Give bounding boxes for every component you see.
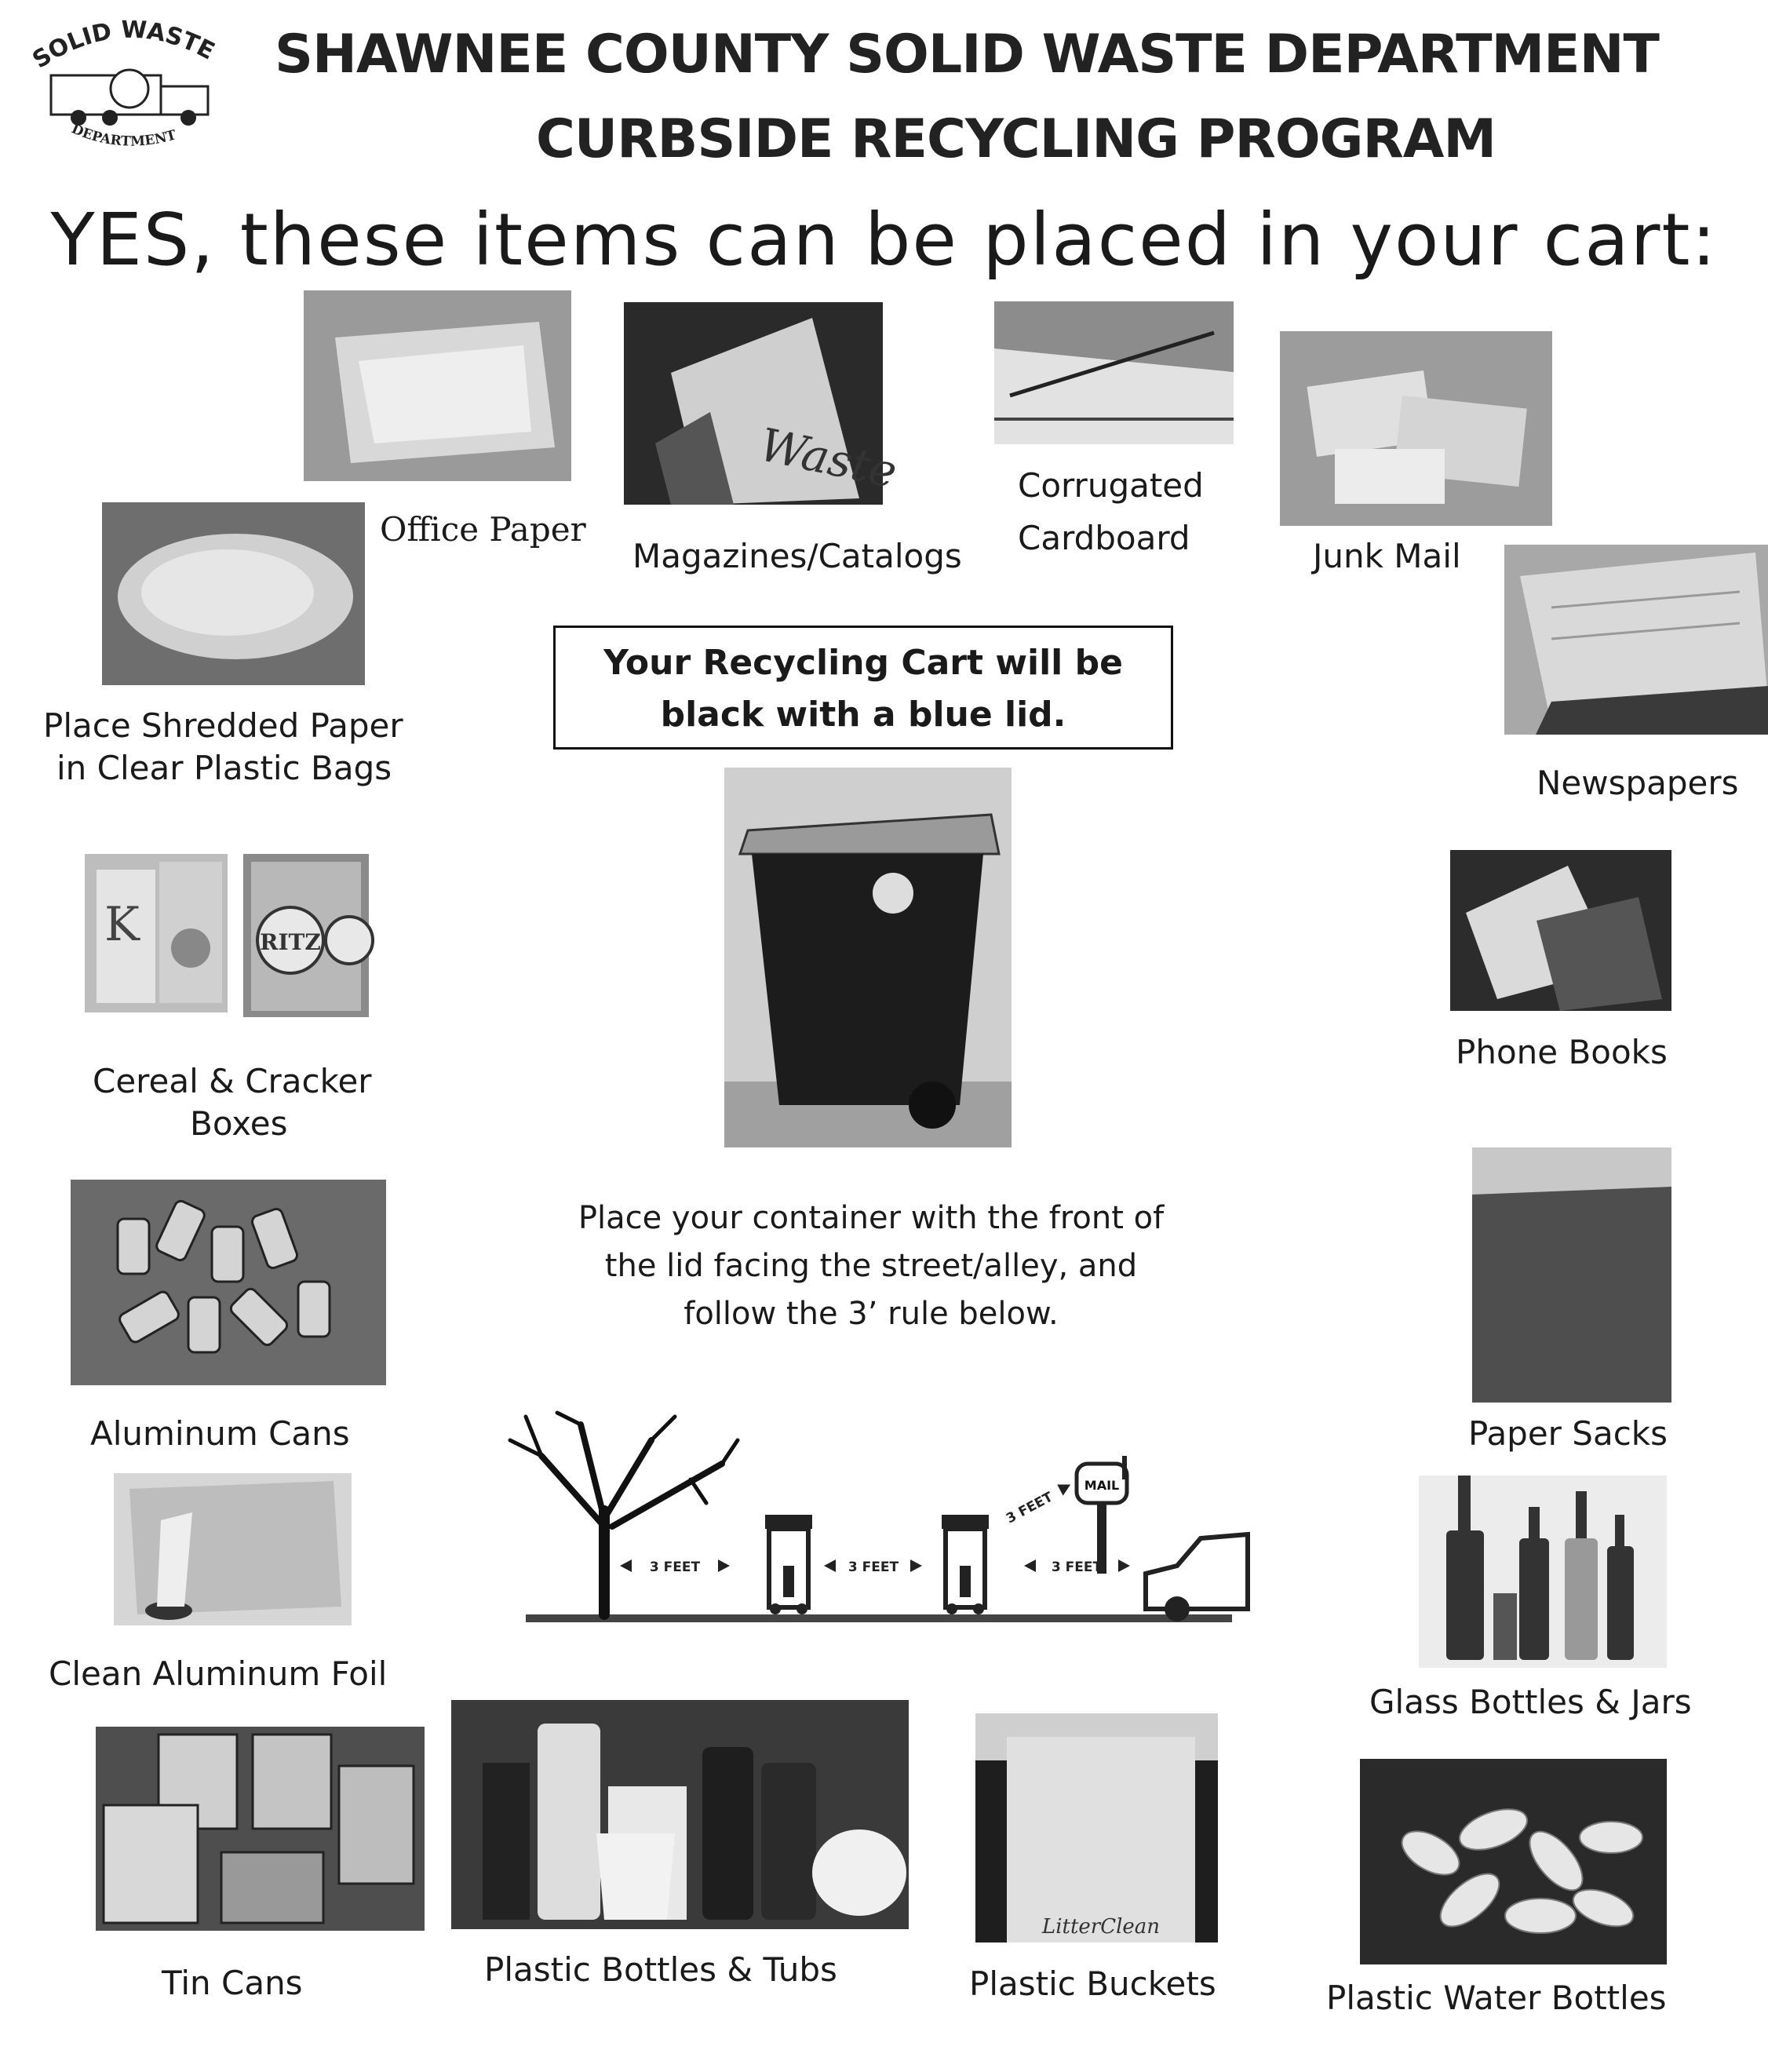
tree-icon (510, 1413, 738, 1614)
placement-instructions (502, 1195, 1240, 1338)
cracker-box-photo (243, 854, 369, 1017)
yes-heading: YES, these items can be placed in your cart: (50, 198, 1718, 282)
cart-icon-left (765, 1515, 812, 1614)
cart-notice-line1: Your Recycling Cart will be (603, 643, 1123, 683)
three-foot-rule-diagram (494, 1409, 1248, 1629)
distance-label-2: 3 FEET (848, 1559, 899, 1575)
water-bottles-photo (1360, 1759, 1667, 1964)
cereal-label-line1: Cereal & Cracker (93, 1062, 372, 1100)
cart-photo (724, 768, 1012, 1147)
instructions-line1: Place your container with the front of (578, 1200, 1165, 1236)
cart-notice-box (553, 626, 1173, 750)
glass-bottles-photo (1419, 1476, 1667, 1668)
logo-top-text: SOLID WASTE (27, 16, 219, 75)
newspapers-label: Newspapers (1537, 764, 1739, 802)
tin-cans-photo (96, 1727, 425, 1931)
mailbox-label: MAIL (1084, 1478, 1120, 1493)
magazines-label: Magazines/Catalogs (632, 537, 962, 575)
svg-text:SOLID WASTE (27, 16, 219, 75)
office-paper-photo (304, 290, 571, 481)
logo-bottom-text: DEPARTMENT (69, 121, 178, 150)
cart-notice-line2: black with a blue lid. (660, 695, 1066, 735)
plastic-bottles-photo (451, 1700, 909, 1929)
junk-mail-photo (1280, 331, 1552, 526)
phone-books-label: Phone Books (1456, 1033, 1668, 1071)
bucket-photo-text: LitterClean (1041, 1915, 1161, 1939)
plastic-buckets-photo (975, 1713, 1218, 1942)
phone-books-photo (1450, 850, 1671, 1011)
header-subtitle: CURBSIDE RECYCLING PROGRAM (536, 108, 1496, 170)
distance-arrow-3 (1024, 1559, 1130, 1575)
shredded-paper-label-line2: in Clear Plastic Bags (57, 749, 392, 787)
header-title: SHAWNEE COUNTY SOLID WASTE DEPARTMENT (275, 24, 1659, 86)
magazines-photo (624, 302, 902, 505)
car-icon (1146, 1534, 1248, 1621)
cardboard-label-line1: Corrugated (1018, 466, 1204, 505)
ground-line (526, 1614, 1232, 1622)
svg-text:DEPARTMENT (69, 121, 178, 149)
department-logo (24, 14, 235, 163)
distance-label-3: 3 FEET (1051, 1559, 1103, 1575)
junk-mail-label: Junk Mail (1313, 537, 1461, 575)
tin-cans-label: Tin Cans (162, 1964, 303, 2002)
aluminum-foil-photo (114, 1473, 352, 1625)
mailbox-icon (1077, 1456, 1127, 1574)
svg-text:K: K (104, 897, 140, 952)
instructions-line3: follow the 3’ rule below. (684, 1296, 1059, 1332)
aluminum-cans-photo (71, 1180, 386, 1385)
cardboard-photo (994, 301, 1234, 444)
distance-label-4: 3 FEET (1004, 1489, 1056, 1527)
distance-arrow-2 (824, 1559, 922, 1575)
water-bottles-label: Plastic Water Bottles (1326, 1979, 1667, 2017)
newspapers-photo (1504, 545, 1768, 735)
cardboard-label-line2: Cardboard (1018, 519, 1190, 557)
office-paper-label: Office Paper (380, 510, 586, 549)
plastic-bottles-label: Plastic Bottles & Tubs (484, 1950, 837, 1989)
cart-icon-right (942, 1515, 989, 1614)
shredded-paper-photo (102, 502, 365, 685)
instructions-line2: the lid facing the street/alley, and (604, 1248, 1138, 1284)
paper-sacks-label: Paper Sacks (1468, 1414, 1668, 1453)
cereal-label-line2: Boxes (190, 1104, 288, 1143)
distance-arrow-1 (620, 1559, 730, 1575)
distance-label-1: 3 FEET (649, 1559, 701, 1575)
aluminum-cans-label: Aluminum Cans (90, 1414, 350, 1453)
plastic-buckets-label: Plastic Buckets (969, 1964, 1216, 2003)
cereal-box-photo (85, 854, 228, 1012)
shredded-paper-label-line1: Place Shredded Paper (43, 706, 403, 745)
cracker-photo-text: RITZ (260, 929, 321, 955)
distance-arrow-4 (1004, 1479, 1075, 1527)
magazine-photo-text: Waste (755, 418, 902, 499)
glass-bottles-label: Glass Bottles & Jars (1369, 1683, 1692, 1721)
paper-sacks-photo (1472, 1147, 1671, 1403)
aluminum-foil-label: Clean Aluminum Foil (49, 1654, 388, 1693)
